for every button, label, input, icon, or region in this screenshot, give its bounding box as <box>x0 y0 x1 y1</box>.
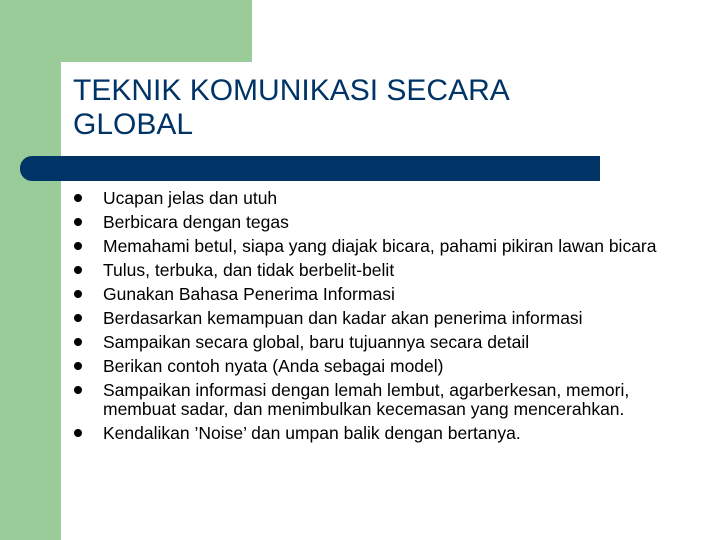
bullet-dot-icon <box>74 386 82 394</box>
bullet-dot-icon <box>74 194 82 202</box>
bullet-dot-icon <box>74 290 82 298</box>
title-divider-bar <box>20 156 600 181</box>
bullet-text: Berikan contoh nyata (Anda sebagai model) <box>103 356 444 376</box>
bullet-item <box>72 333 662 352</box>
decorative-accent-top <box>0 0 252 62</box>
bullet-item <box>72 381 662 419</box>
bullet-item <box>72 261 662 280</box>
bullet-text: Kendalikan ’Noise’ dan umpan balik dengan bertanya. <box>103 423 521 443</box>
bullet-item <box>72 213 662 232</box>
bullet-dot-icon <box>74 242 82 250</box>
bullet-item <box>72 285 662 304</box>
bullet-text: Sampaikan secara global, baru tujuannya secara detail <box>103 332 530 352</box>
slide-title <box>73 74 633 142</box>
bullet-text: Ucapan jelas dan utuh <box>103 188 278 208</box>
bullet-text: Tulus, terbuka, dan tidak berbelit-belit <box>103 260 395 280</box>
bullet-text: Berbicara dengan tegas <box>103 212 289 232</box>
bullet-dot-icon <box>74 338 82 346</box>
bullet-dot-icon <box>74 362 82 370</box>
bullet-text: Memahami betul, siapa yang diajak bicara, pahami pikiran lawan bicara <box>103 236 657 256</box>
slide-title-line-1: TEKNIK KOMUNIKASI SECARA <box>73 74 510 107</box>
slide-title-line-2: GLOBAL <box>73 108 194 141</box>
decorative-accent-left <box>0 62 61 540</box>
bullet-dot-icon <box>74 429 82 437</box>
bullet-item <box>72 424 662 443</box>
bullet-item <box>72 237 662 256</box>
bullet-list <box>72 189 662 448</box>
bullet-dot-icon <box>74 218 82 226</box>
bullet-dot-icon <box>74 314 82 322</box>
bullet-dot-icon <box>74 266 82 274</box>
bullet-item <box>72 189 662 208</box>
bullet-item <box>72 309 662 328</box>
bullet-text: Berdasarkan kemampuan dan kadar akan penerima informasi <box>103 308 583 328</box>
bullet-item <box>72 357 662 376</box>
bullet-text: Gunakan Bahasa Penerima Informasi <box>103 284 395 304</box>
bullet-text: Sampaikan informasi dengan lemah lembut, agarberkesan, memori, membuat sadar, dan menimbulkan kecemasan yang mencerahkan. <box>103 380 630 419</box>
